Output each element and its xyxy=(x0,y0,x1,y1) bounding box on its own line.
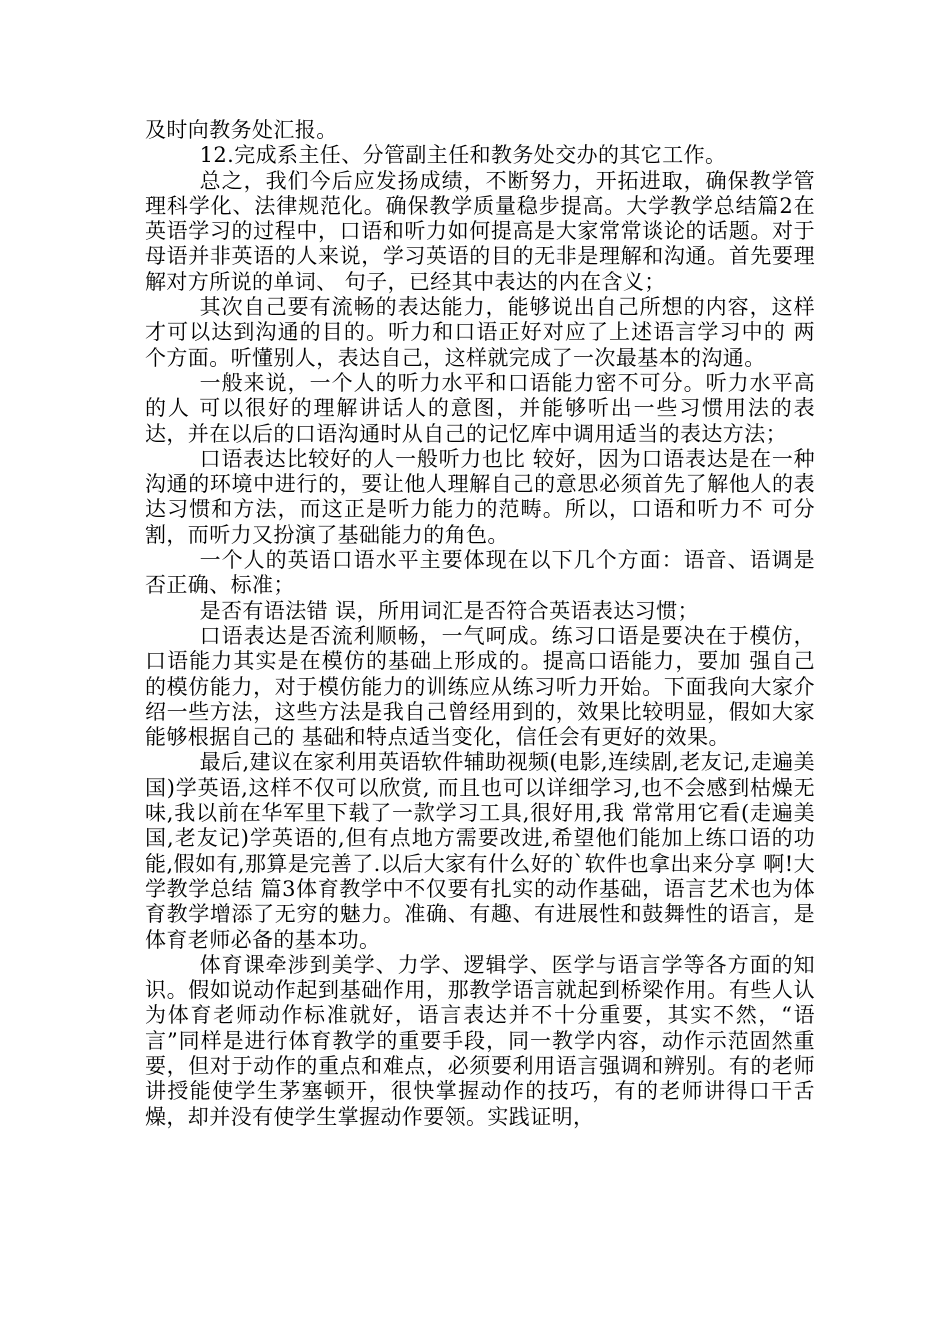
paragraph-3: 总之，我们今后应发扬成绩，不断努力，开拓进取，确保教学管理科学化、法律规范化。确保教学质量稳步提高。大学教学总结篇2在英语学习的过程中，口语和听力如何提高是大家常常谈论的话题。对于母语并非英语的人来说，学习英语的目的无非是理解和沟通。首先要理解对方所说的单词、 句子，已经其中表达的内在含义； xyxy=(145,168,815,294)
paragraph-7: 一个人的英语口语水平主要体现在以下几个方面：语音、语调是否正确、标准； xyxy=(145,548,815,598)
paragraph-1: 及时向教务处汇报。 xyxy=(145,118,338,142)
document-page xyxy=(145,118,815,1130)
paragraph-8: 是否有语法错 误，所用词汇是否符合英语表达习惯； xyxy=(199,598,699,623)
paragraph-4: 其次自己要有流畅的表达能力，能够说出自己所想的内容，这样才可以达到沟通的目的。听力和口语正好对应了上述语言学习中的 两个方面。听懂别人，表达自己，这样就完成了一次最基本的沟通。 xyxy=(145,295,815,370)
paragraph-9: 口语表达是否流利顺畅，一气呵成。练习口语是要决在于模仿，口语能力其实是在模仿的基础上形成的。提高口语能力，要加 强自己的模仿能力，对于模仿能力的训练应从练习听力开始。下面我向大家介绍一些方法，这些方法是我自己曾经用到的，效果比较明显，假如大家能够根据自己的 基础和特点适当变化，信任会有更好的效果。 xyxy=(145,623,815,750)
paragraph-2: 12.完成系主任、分管副主任和教务处交办的其它工作。 xyxy=(199,143,727,168)
paragraph-10: 最后,建议在家利用英语软件辅助视频(电影,连续剧,老友记,走遍美国)学英语,这样不仅可以欣赏, 而且也可以详细学习,也不会感到枯燥无味,我以前在华军里下载了一款学习工具,很好用,我 常常用它看(走遍美国,老友记)学英语的,但有点地方需要改进,希望他们能加上练口语的功能,假如有,那算是完善了.以后大家有什么好的`软件也拿出来分享 啊!大学教学总结 篇3体育教学中不仅要有扎实的动作基础，语言艺术也为体育教学增添了无穷的魅力。准确、有趣、有进展性和鼓舞性的语言，是体育老师必备的基本功。 xyxy=(145,750,815,952)
paragraph-5: 一般来说，一个人的听力水平和口语能力密不可分。听力水平高的人 可以很好的理解讲话人的意图，并能够听出一些习惯用法的表达，并在以后的口语沟通时从自己的记忆库中调用适当的表达方法； xyxy=(145,370,815,446)
paragraph-11: 体育课牵涉到美学、力学、逻辑学、医学与语言学等各方面的知识。假如说动作起到基础作用，那教学语言就起到桥梁作用。有些人认为体育老师动作标准就好，语言表达并不十分重要，其实不然，“语言”同样是进行体育教学的重要手段，同一教学内容，动作示范固然重要，但对于动作的重点和难点，必须要利用语言强调和辨别。有的老师讲授能使学生茅塞顿开，很快掌握动作的技巧，有的老师讲得口干舌燥，却并没有使学生掌握动作要领。实践证明， xyxy=(145,952,815,1129)
paragraph-6: 口语表达比较好的人一般听力也比 较好，因为口语表达是在一种沟通的环境中进行的，要让他人理解自己的意思必须首先了解他人的表达习惯和方法，而这正是听力能力的范畴。所以，口语和听力不 可分割，而听力又扮演了基础能力的角色。 xyxy=(145,446,815,547)
